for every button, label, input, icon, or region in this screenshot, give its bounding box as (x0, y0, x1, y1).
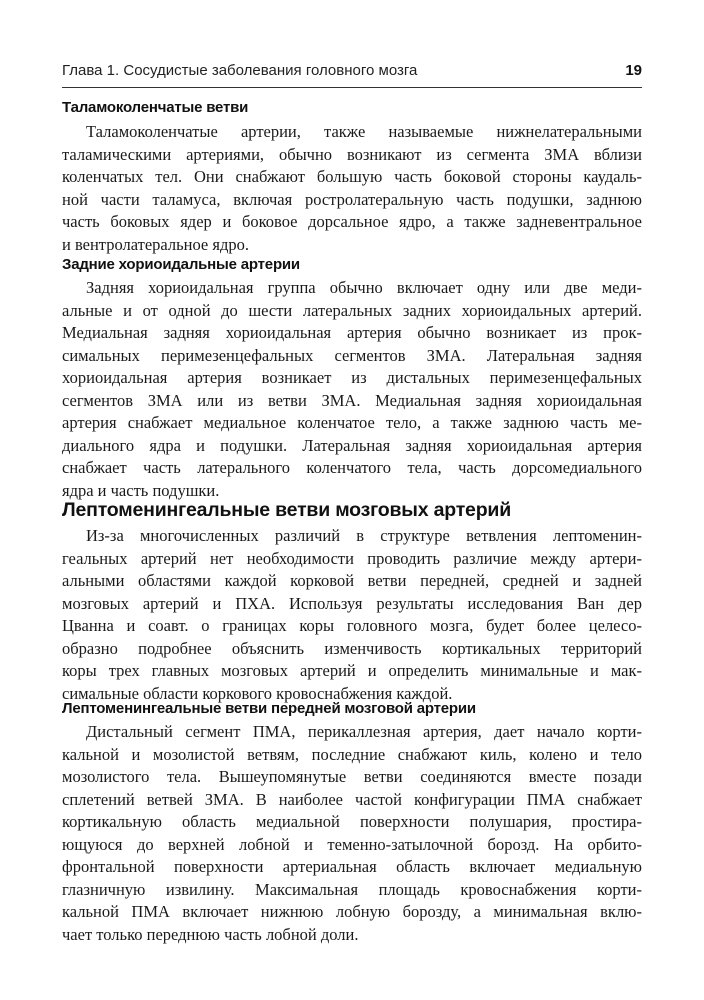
text-line: артерия снабжает медиальное коленчатое тело, а также заднюю часть ме- (62, 413, 642, 432)
paragraph (62, 121, 642, 256)
text-line: и вентролатеральное ядро. (62, 234, 249, 254)
text-line: мозговых артерий и ПХА. Используя результаты исследования Ван дер (62, 593, 642, 613)
text-line: диального ядра и подушки. Латеральная задняя хориоидальная артерия (62, 435, 642, 455)
text-line: Дистальный сегмент ПМА, перикаллезная артерия, дает начало корти- (86, 722, 642, 741)
text-line: ной части таламуса, включая ростролатеральную часть подушки, заднюю (62, 189, 642, 209)
text-line: коленчатых тел. Они снабжают большую часть боковой стороны каудаль- (62, 167, 642, 186)
text-line: сегментов ЗМА или из ветви ЗМА. Медиальная задняя хориоидальная (62, 390, 642, 410)
text-line: альные и от одной до шести латеральных задних хориоидальных артерий. (62, 300, 642, 320)
section-heading: Таламоколенчатые ветви (62, 99, 249, 116)
header-rule (62, 87, 642, 88)
text-line: таламическими артериями, обычно возникают из сегмента ЗМА вблизи (62, 144, 642, 164)
paragraph (62, 525, 642, 705)
text-line: Медиальная задняя хориоидальная артерия обычно возникает из прок- (62, 323, 642, 342)
text-line: ющуюся до верхней лобной и теменно-затылочной борозд. На орбито- (62, 834, 642, 854)
paragraph (62, 277, 642, 502)
page-number: 19 (625, 62, 642, 79)
text-line: часть боковых ядер и боковое дорсальное ядро, а также задневентральное (62, 212, 642, 231)
section-heading: Задние хориоидальные артерии (62, 256, 300, 273)
text-line: ядра и часть подушки. (62, 480, 220, 500)
text-line: Из-за многочисленных различий в структуре ветвления лептоменин- (86, 526, 642, 545)
text-line: образно подробнее объяснить изменчивость кортикальных территорий (62, 638, 642, 658)
text-line: кальной ПМА включает нижнюю лобную борозду, а минимальная вклю- (62, 902, 642, 921)
chapter-title: Глава 1. Сосудистые заболевания головного мозга (62, 62, 418, 79)
text-line: симальные области коркового кровоснабжения каждой. (62, 683, 453, 703)
text-line: Задняя хориоидальная группа обычно включает одну или две меди- (86, 278, 642, 297)
text-line: коры трех главных мозговых артерий и определить минимальные и мак- (62, 661, 642, 680)
text-line: кальной и мозолистой ветвям, последние снабжают киль, колено и тело (62, 744, 642, 764)
section-heading: Лептоменингеальные ветви передней мозговой артерии (62, 700, 476, 717)
text-line: фронтальной поверхности артериальная область включает медиальную (62, 857, 642, 876)
text-line: чает только переднюю часть лобной доли. (62, 924, 359, 944)
text-line: альными областями каждой корковой ветви передней, средней и задней (62, 571, 642, 590)
text-line: геальных артерий нет необходимости проводить различие между артери- (62, 548, 642, 568)
text-line: кортикальную область медиальной поверхности полушария, простира- (62, 812, 642, 831)
paragraph (62, 721, 642, 946)
text-line: снабжает часть латерального коленчатого тела, часть дорсомедиального (62, 458, 642, 477)
text-line: сплетений ветвей ЗМА. В наиболее частой конфигурации ПМА снабжает (62, 789, 642, 809)
text-line: хориоидальная артерия возникает из дистальных перимезенцефальных (62, 368, 642, 387)
text-line: мозолистого тела. Вышеупомянутые ветви соединяются вместе позади (62, 767, 642, 786)
text-line: Цванна и соавт. о границах коры головного мозга, будет более целесо- (62, 616, 642, 635)
text-line: глазничную извилину. Максимальная площадь кровоснабжения корти- (62, 879, 642, 899)
running-header (62, 60, 642, 82)
text-line: Таламоколенчатые артерии, также называемые нижнелатеральными (86, 122, 642, 141)
section-heading-large: Лептоменингеальные ветви мозговых артерий (62, 499, 511, 521)
text-line: симальных перимезенцефальных сегментов ЗМА. Латеральная задняя (62, 345, 642, 365)
